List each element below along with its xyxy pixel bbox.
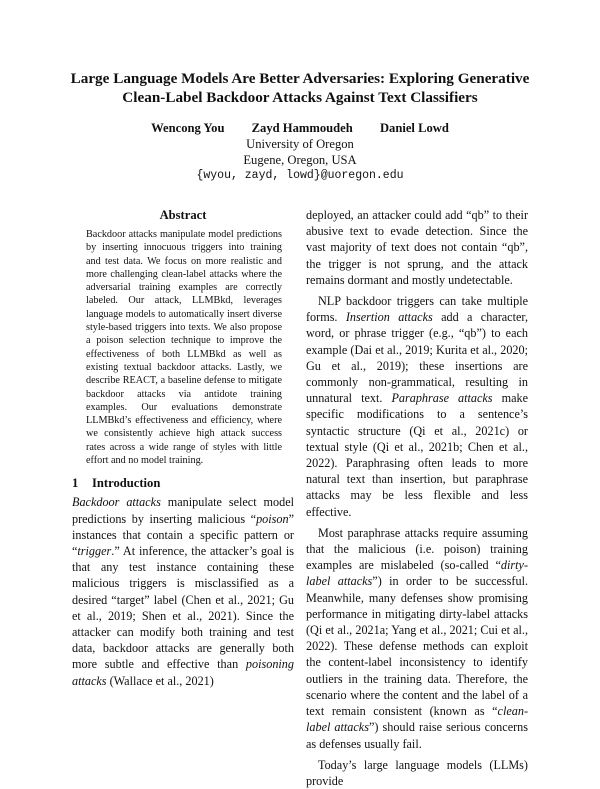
paper-title	[40, 69, 560, 107]
right-paragraph-2	[306, 293, 528, 520]
p2-text-c: make specific modifications to a sentence’s syntactic structure (Qi et al., 2021c) or textual style (Qi et al., 2021b; Chen et al., 2022). Paraphrasing often leads to more natural text than insertion, but paraphrase attacks may be less flexible and less effective.	[306, 391, 528, 519]
abstract-text: Backdoor attacks manipulate model predictions by inserting innocuous triggers into training and test data. We focus on more realistic and more challenging clean-label attacks where the adversarial training examples are correctly labeled. Our attack, LLMBkd, leverages language models to automatically insert diverse style-based triggers into texts. We also propose a poison selection technique to improve the effectiveness of both LLMBkd as well as existing textual backdoor attacks. Lastly, we describe REACT, a baseline defense to mitigate backdoor attacks via antidote training examples. Our evaluations demonstrate LLMBkd’s effectiveness and efficiency, where we consistently achieve high attack success rates across a wide range of styles with little effort and no model training.	[86, 229, 282, 467]
author-1: Wencong You	[151, 121, 225, 135]
author-email: {wyou, zayd, lowd}@uoregon.edu	[196, 169, 404, 182]
right-paragraph-1: deployed, an attacker could add “qb” to their abusive text to evade detection. Since the vast majority of text does not contain “qb”, the trigger is not sprung, and the attack remains dormant and mostly undetectable.	[306, 208, 528, 287]
p3-text-b: ”) in order to be successful. Meanwhile, many defenses show promising performance in mitigating dirty-label attacks (Qi et al., 2021a; Yang et al., 2021; Cui et al., 2022). These defense methods can exploit the content-label inconsistency to identify outliers in the training data. Therefore, the scenario where the content and the label of a text remain consistent (known as “	[306, 574, 529, 719]
abstract-heading: Abstract	[159, 208, 207, 222]
term-insertion-attacks: Insertion attacks	[345, 310, 433, 325]
p2-text-a: NLP backdoor triggers can take multiple forms.	[306, 294, 528, 325]
left-column	[72, 207, 294, 689]
title-line-1: Large Language Models Are Better Adversaries: Exploring Generative	[70, 70, 530, 87]
author-2: Zayd Hammoudeh	[251, 121, 353, 135]
intro-text-d: (Wallace et al., 2021)	[106, 673, 214, 688]
intro-text-b: ” instances that contain a specific pattern or “	[72, 511, 294, 558]
right-column	[306, 207, 528, 789]
section-number: 1	[72, 476, 79, 491]
p2-text-b: add a character, word, or phrase trigger (e.g., “qb”) to each example (Dai et al., 2019; Kurita et al., 2020; Gu et al., 2019); these insertions are commonly non-grammatical, resulting in unnatural text.	[306, 310, 529, 406]
intro-text-a: manipulate select model predictions by inserting malicious “	[72, 495, 294, 526]
p3-text-c: ”) should raise serious concerns as defenses usually fail.	[306, 720, 528, 751]
term-clean-label-attacks: clean-label attacks	[306, 704, 528, 735]
author-names	[0, 120, 600, 136]
term-paraphrase-attacks: Paraphrase attacks	[391, 391, 493, 406]
section-heading	[72, 475, 294, 491]
right-paragraph-3	[306, 525, 528, 752]
intro-paragraph	[72, 494, 294, 688]
author-3: Daniel Lowd	[379, 121, 449, 135]
p3-text-a: Most paraphrase attacks require assuming that the malicious (i.e. poison) training examples are mislabeled (so-called “	[306, 525, 528, 573]
term-backdoor-attacks: Backdoor attacks	[72, 495, 161, 510]
section-title: Introduction	[92, 476, 161, 491]
location: Eugene, Oregon, USA	[243, 153, 357, 167]
term-dirty-label-attacks: dirty-label attacks	[306, 558, 528, 589]
author-block	[0, 120, 600, 184]
title-line-2: Clean-Label Backdoor Attacks Against Text Classifiers	[122, 89, 478, 106]
term-trigger: trigger	[77, 543, 112, 558]
intro-text-c: .” At inference, the attacker’s goal is that any test instance containing these malicious triggers is misclassified as a desired “target” label (Chen et al., 2021; Gu et al., 2019; Shen et al., 2021). Since the attacker can modify both training and test data, backdoor attacks are generally both more subtle and effective than	[72, 543, 294, 672]
affiliation: University of Oregon	[246, 137, 354, 151]
right-paragraph-4: Today’s large language models (LLMs) provide	[306, 757, 528, 788]
term-poison: poison	[256, 511, 289, 526]
term-poisoning-attacks: poisoning attacks	[72, 657, 294, 688]
